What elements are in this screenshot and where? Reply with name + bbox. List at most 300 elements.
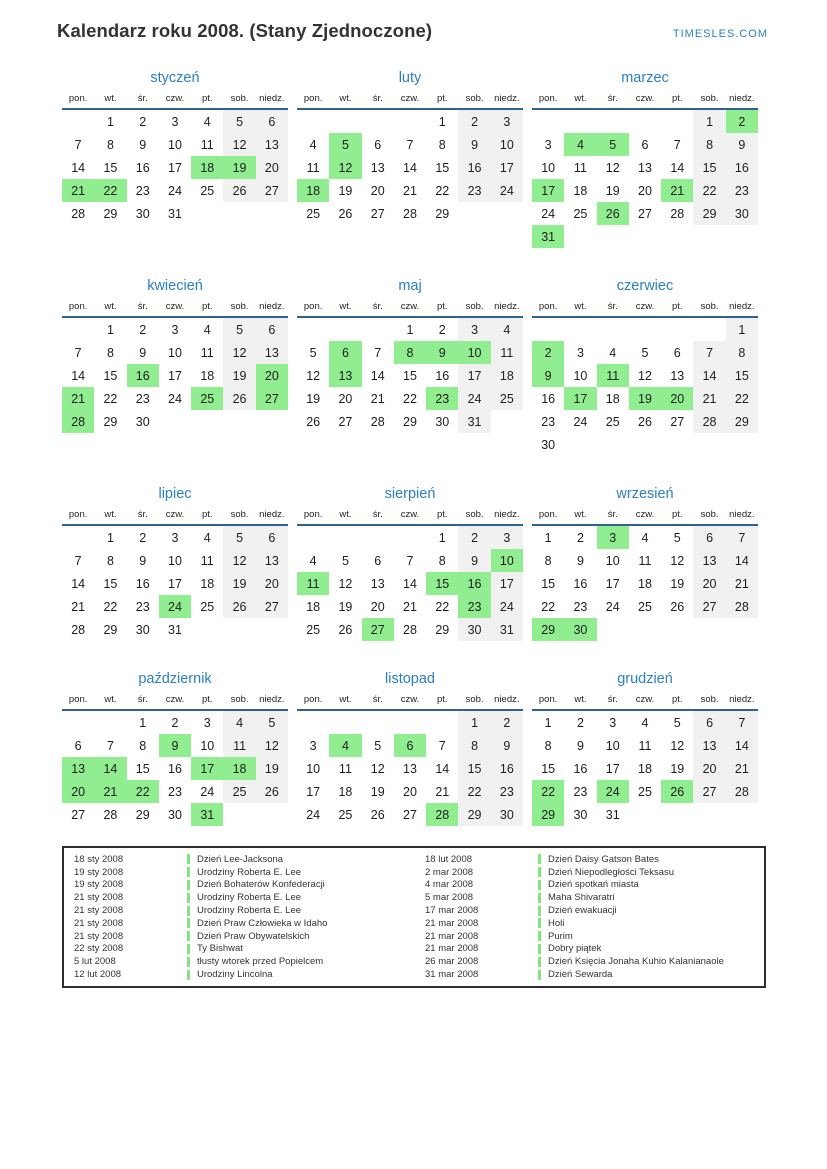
empty-day-cell <box>62 526 94 549</box>
holiday-day-cell: 10 <box>458 341 490 364</box>
holiday-day-cell: 31 <box>532 225 564 248</box>
day-cell: 27 <box>693 780 725 803</box>
day-cell: 27 <box>370 206 385 221</box>
holiday-day-cell: 15 <box>426 572 458 595</box>
day-cell: 30 <box>135 206 150 221</box>
empty-day-cell <box>329 526 361 549</box>
legend-date: 21 mar 2008 <box>425 943 479 955</box>
day-cell: 5 <box>374 738 382 753</box>
day-cell: 31 <box>168 622 182 637</box>
day-cell: 15 <box>103 368 118 383</box>
holiday-day-cell: 21 <box>94 780 126 803</box>
weekday-label: sob. <box>230 509 249 520</box>
day-cell: 14 <box>403 576 417 591</box>
month-block-10 <box>62 671 288 826</box>
weeks-grid <box>297 526 523 641</box>
day-cell: 8 <box>106 345 114 360</box>
day-cell: 30 <box>573 807 588 822</box>
day-cell: 8 <box>438 137 446 152</box>
legend-date: 4 mar 2008 <box>425 879 474 891</box>
weekday-label: wt. <box>339 93 352 104</box>
month-block-11 <box>297 671 523 826</box>
day-cell: 16 <box>135 160 150 175</box>
day-cell: 27 <box>256 179 288 202</box>
legend-date: 18 lut 2008 <box>425 853 473 865</box>
holiday-day-cell: 22 <box>127 780 159 803</box>
day-cell: 15 <box>103 576 118 591</box>
day-cell: 26 <box>338 206 353 221</box>
holiday-day-cell: 8 <box>394 341 426 364</box>
weekday-label: czw. <box>165 301 185 312</box>
weekday-header-row <box>297 510 523 524</box>
holiday-day-cell: 18 <box>191 156 223 179</box>
day-cell: 13 <box>256 549 288 572</box>
day-cell: 29 <box>135 807 150 822</box>
empty-day-cell <box>362 526 394 549</box>
weekday-label: pt. <box>202 694 213 705</box>
month-block-1 <box>62 70 288 248</box>
day-cell: 18 <box>491 364 523 387</box>
holiday-marker-bar <box>187 918 190 928</box>
day-cell: 13 <box>403 761 417 776</box>
holiday-day-cell: 13 <box>329 364 361 387</box>
holiday-day-cell: 17 <box>191 757 223 780</box>
day-cell: 7 <box>673 137 681 152</box>
holiday-marker-bar <box>538 970 541 980</box>
day-cell: 6 <box>256 110 288 133</box>
weekday-label: śr. <box>372 93 383 104</box>
day-cell: 8 <box>458 734 490 757</box>
day-cell: 28 <box>370 414 385 429</box>
day-cell: 14 <box>370 368 385 383</box>
weekday-label: pt. <box>202 301 213 312</box>
weekday-label: pon. <box>68 694 88 705</box>
day-cell: 7 <box>106 738 114 753</box>
legend-holiday-name: Maha Shivaratri <box>548 892 615 904</box>
day-cell: 25 <box>223 780 255 803</box>
day-cell: 10 <box>200 738 215 753</box>
day-cell: 5 <box>256 711 288 734</box>
day-cell: 17 <box>605 761 620 776</box>
day-cell: 28 <box>71 206 86 221</box>
day-cell: 9 <box>139 137 147 152</box>
day-cell: 30 <box>491 803 523 826</box>
day-cell: 9 <box>726 133 758 156</box>
day-cell: 8 <box>544 553 552 568</box>
legend-date: 17 mar 2008 <box>425 905 479 917</box>
day-cell: 19 <box>670 761 685 776</box>
day-cell: 26 <box>223 387 255 410</box>
legend-entry <box>74 866 411 879</box>
month-block-3 <box>532 70 758 248</box>
weekday-label: czw. <box>400 509 420 520</box>
day-cell: 4 <box>609 345 617 360</box>
day-cell: 8 <box>106 553 114 568</box>
holiday-day-cell: 25 <box>191 387 223 410</box>
weeks-grid <box>297 110 523 225</box>
holiday-day-cell: 9 <box>426 341 458 364</box>
month-block-7 <box>62 486 288 641</box>
day-cell: 22 <box>458 780 490 803</box>
legend-holiday-name: Urodziny Lincolna <box>197 969 273 981</box>
weekday-label: niedz. <box>259 93 285 104</box>
legend-holiday-name: Purim <box>548 930 573 942</box>
weekday-label: sob. <box>465 509 484 520</box>
day-cell: 19 <box>605 183 620 198</box>
day-cell: 26 <box>338 622 353 637</box>
holiday-day-cell: 22 <box>532 780 564 803</box>
day-cell: 28 <box>726 595 758 618</box>
legend-holiday-name: Dzień Praw Człowieka w Idaho <box>197 917 328 929</box>
day-cell: 18 <box>306 599 321 614</box>
holiday-day-cell: 14 <box>94 757 126 780</box>
month-title: listopad <box>385 671 435 687</box>
day-cell: 21 <box>370 391 385 406</box>
day-cell: 4 <box>223 711 255 734</box>
month-block-2 <box>297 70 523 248</box>
day-cell: 3 <box>609 715 617 730</box>
weekday-label: niedz. <box>494 694 520 705</box>
day-cell: 1 <box>544 530 552 545</box>
holiday-day-cell: 6 <box>394 734 426 757</box>
empty-day-cell <box>629 110 661 133</box>
day-cell: 17 <box>168 368 182 383</box>
day-cell: 22 <box>435 183 450 198</box>
legend-holiday-name: Dzień Praw Obywatelskich <box>197 930 310 942</box>
holiday-marker-bar <box>187 880 190 890</box>
weekday-label: śr. <box>372 694 383 705</box>
day-cell: 4 <box>491 318 523 341</box>
empty-day-cell <box>62 110 94 133</box>
legend-entry <box>425 917 762 930</box>
holiday-day-cell: 13 <box>62 757 94 780</box>
day-cell: 25 <box>573 206 588 221</box>
day-cell: 18 <box>605 391 620 406</box>
legend-entry <box>74 879 411 892</box>
holiday-day-cell: 22 <box>94 179 126 202</box>
weekday-label: pon. <box>68 509 88 520</box>
day-cell: 23 <box>135 391 150 406</box>
month-title: kwiecień <box>147 278 203 294</box>
day-cell: 12 <box>306 368 321 383</box>
holiday-marker-bar <box>538 906 541 916</box>
day-cell: 22 <box>726 387 758 410</box>
day-cell: 11 <box>223 734 255 757</box>
weekday-label: czw. <box>635 93 655 104</box>
empty-day-cell <box>94 711 126 734</box>
day-cell: 29 <box>693 202 725 225</box>
day-cell: 2 <box>171 715 179 730</box>
day-cell: 19 <box>306 391 321 406</box>
day-cell: 26 <box>638 414 652 429</box>
holiday-marker-bar <box>538 957 541 967</box>
weekday-label: niedz. <box>729 301 755 312</box>
day-cell: 18 <box>638 576 652 591</box>
day-cell: 4 <box>203 530 211 545</box>
weekday-header-row <box>62 695 288 709</box>
legend-entry <box>74 968 411 981</box>
weekday-label: niedz. <box>259 509 285 520</box>
holiday-day-cell: 11 <box>297 572 329 595</box>
day-cell: 30 <box>458 618 490 641</box>
weekday-label: wt. <box>339 694 352 705</box>
holiday-day-cell: 20 <box>661 387 693 410</box>
empty-day-cell <box>362 110 394 133</box>
legend-holiday-name: Dzień Księcia Jonaha Kuhio Kalanianaole <box>548 956 724 968</box>
day-cell: 3 <box>171 530 179 545</box>
day-cell: 12 <box>670 553 685 568</box>
weekday-label: czw. <box>635 509 655 520</box>
legend-entry <box>425 930 762 943</box>
holiday-day-cell: 31 <box>191 803 223 826</box>
day-cell: 29 <box>458 803 490 826</box>
month-block-6 <box>532 278 758 456</box>
day-cell: 6 <box>256 526 288 549</box>
weekday-label: czw. <box>165 93 185 104</box>
weekday-label: czw. <box>165 509 185 520</box>
weekday-label: wt. <box>104 93 117 104</box>
day-cell: 29 <box>103 414 118 429</box>
day-cell: 7 <box>406 137 414 152</box>
weeks-grid <box>62 526 288 641</box>
day-cell: 7 <box>726 711 758 734</box>
empty-day-cell <box>532 110 564 133</box>
day-cell: 12 <box>670 738 685 753</box>
month-block-4 <box>62 278 288 456</box>
day-cell: 22 <box>403 391 417 406</box>
day-cell: 21 <box>726 572 758 595</box>
holiday-day-cell: 27 <box>362 618 394 641</box>
weekday-label: pt. <box>202 509 213 520</box>
legend-entry <box>74 930 411 943</box>
day-cell: 25 <box>605 414 620 429</box>
day-cell: 5 <box>223 110 255 133</box>
legend-holiday-name: Ty Bishwat <box>197 943 243 955</box>
day-cell: 17 <box>168 160 182 175</box>
day-cell: 16 <box>435 368 450 383</box>
day-cell: 30 <box>726 202 758 225</box>
empty-day-cell <box>362 318 394 341</box>
day-cell: 5 <box>309 345 317 360</box>
day-cell: 31 <box>168 206 182 221</box>
day-cell: 27 <box>638 206 652 221</box>
holiday-marker-bar <box>538 918 541 928</box>
legend-column-1 <box>74 853 411 981</box>
legend-holiday-name: Holi <box>548 917 565 929</box>
weekday-header-row <box>62 94 288 108</box>
legend-holiday-name: Dzień Sewarda <box>548 969 613 981</box>
weekday-label: pt. <box>672 694 683 705</box>
day-cell: 1 <box>106 322 114 337</box>
day-cell: 26 <box>223 179 255 202</box>
weekday-label: wt. <box>339 509 352 520</box>
weekday-label: czw. <box>400 301 420 312</box>
holiday-day-cell: 11 <box>597 364 629 387</box>
holiday-marker-bar <box>187 931 190 941</box>
day-cell: 15 <box>458 757 490 780</box>
holiday-marker-bar <box>187 867 190 877</box>
day-cell: 28 <box>693 410 725 433</box>
empty-day-cell <box>597 318 629 341</box>
day-cell: 20 <box>256 572 288 595</box>
day-cell: 8 <box>438 553 446 568</box>
weekday-label: sob. <box>230 694 249 705</box>
weekday-label: niedz. <box>494 301 520 312</box>
legend-holiday-name: Dzień spotkań miasta <box>548 879 639 891</box>
holiday-marker-bar <box>187 906 190 916</box>
day-cell: 20 <box>370 599 385 614</box>
holiday-day-cell: 23 <box>458 595 490 618</box>
holiday-day-cell: 9 <box>159 734 191 757</box>
holiday-day-cell: 5 <box>329 133 361 156</box>
day-cell: 27 <box>256 595 288 618</box>
day-cell: 10 <box>168 553 182 568</box>
day-cell: 27 <box>693 595 725 618</box>
legend-entry <box>74 917 411 930</box>
day-cell: 11 <box>491 341 523 364</box>
day-cell: 10 <box>306 761 321 776</box>
holiday-marker-bar <box>538 944 541 954</box>
day-cell: 30 <box>435 414 450 429</box>
weekday-label: śr. <box>607 93 618 104</box>
day-cell: 2 <box>458 110 490 133</box>
empty-day-cell <box>297 110 329 133</box>
weekday-label: wt. <box>574 93 587 104</box>
day-cell: 15 <box>403 368 417 383</box>
day-cell: 12 <box>370 761 385 776</box>
day-cell: 3 <box>171 322 179 337</box>
day-cell: 10 <box>573 368 588 383</box>
weekday-label: sob. <box>465 301 484 312</box>
weekday-label: sob. <box>230 301 249 312</box>
site-link[interactable]: TIMESLES.COM <box>672 28 768 40</box>
day-cell: 25 <box>338 807 353 822</box>
day-cell: 11 <box>200 137 214 152</box>
holiday-day-cell: 28 <box>426 803 458 826</box>
weeks-grid <box>62 318 288 433</box>
weekday-label: czw. <box>635 694 655 705</box>
day-cell: 16 <box>168 761 182 776</box>
day-cell: 1 <box>458 711 490 734</box>
legend-date: 26 mar 2008 <box>425 956 479 968</box>
holiday-marker-bar <box>187 893 190 903</box>
day-cell: 9 <box>139 345 147 360</box>
day-cell: 11 <box>200 345 214 360</box>
day-cell: 24 <box>491 179 523 202</box>
holiday-marker-bar <box>187 970 190 980</box>
day-cell: 19 <box>338 599 353 614</box>
legend-entry <box>74 955 411 968</box>
holiday-marker-bar <box>538 893 541 903</box>
legend-holiday-name: Dzień Daisy Gatson Bates <box>548 853 659 865</box>
holiday-day-cell: 30 <box>564 618 596 641</box>
day-cell: 16 <box>458 156 490 179</box>
day-cell: 17 <box>491 156 523 179</box>
holiday-day-cell: 24 <box>597 780 629 803</box>
legend-holiday-name: tłusty wtorek przed Popielcem <box>197 956 324 968</box>
weekday-label: niedz. <box>494 509 520 520</box>
day-cell: 12 <box>223 549 255 572</box>
day-cell: 14 <box>693 364 725 387</box>
weekday-header-row <box>297 302 523 316</box>
weekday-label: pt. <box>672 509 683 520</box>
empty-day-cell <box>297 526 329 549</box>
day-cell: 9 <box>139 553 147 568</box>
empty-day-cell <box>297 318 329 341</box>
day-cell: 11 <box>200 553 214 568</box>
holiday-day-cell: 4 <box>329 734 361 757</box>
weekday-label: pt. <box>437 301 448 312</box>
day-cell: 14 <box>435 761 450 776</box>
day-cell: 2 <box>139 322 147 337</box>
holiday-day-cell: 18 <box>297 179 329 202</box>
day-cell: 14 <box>403 160 417 175</box>
weeks-grid <box>532 711 758 826</box>
holiday-day-cell: 3 <box>597 526 629 549</box>
day-cell: 27 <box>670 414 685 429</box>
day-cell: 5 <box>673 530 681 545</box>
day-cell: 31 <box>491 618 523 641</box>
weekday-header-row <box>297 695 523 709</box>
legend-date: 22 sty 2008 <box>74 943 124 955</box>
day-cell: 26 <box>306 414 321 429</box>
day-cell: 4 <box>309 137 317 152</box>
day-cell: 4 <box>203 322 211 337</box>
empty-day-cell <box>62 318 94 341</box>
day-cell: 19 <box>256 757 288 780</box>
legend-date: 21 sty 2008 <box>74 930 124 942</box>
day-cell: 2 <box>139 114 147 129</box>
day-cell: 2 <box>576 530 584 545</box>
day-cell: 23 <box>726 179 758 202</box>
legend-entry <box>74 943 411 956</box>
empty-day-cell <box>394 711 426 734</box>
day-cell: 2 <box>491 711 523 734</box>
weekday-label: sob. <box>465 694 484 705</box>
empty-day-cell <box>329 318 361 341</box>
day-cell: 13 <box>256 341 288 364</box>
page-header <box>57 20 768 42</box>
day-cell: 31 <box>605 807 620 822</box>
weekday-label: śr. <box>372 509 383 520</box>
day-cell: 3 <box>491 110 523 133</box>
holiday-day-cell: 2 <box>726 110 758 133</box>
day-cell: 3 <box>544 137 552 152</box>
legend-date: 5 lut 2008 <box>74 956 116 968</box>
legend-holiday-name: Dzień ewakuacji <box>548 905 617 917</box>
weekday-label: niedz. <box>259 694 285 705</box>
legend-entry <box>425 904 762 917</box>
day-cell: 24 <box>458 387 490 410</box>
month-block-12 <box>532 671 758 826</box>
empty-day-cell <box>661 110 693 133</box>
day-cell: 20 <box>638 183 652 198</box>
legend-entry <box>425 866 762 879</box>
holiday-day-cell: 18 <box>223 757 255 780</box>
weekday-label: pon. <box>538 301 558 312</box>
day-cell: 17 <box>168 576 182 591</box>
day-cell: 14 <box>71 160 86 175</box>
empty-day-cell <box>532 318 564 341</box>
day-cell: 20 <box>256 156 288 179</box>
day-cell: 7 <box>693 341 725 364</box>
day-cell: 9 <box>458 133 490 156</box>
empty-day-cell <box>693 318 725 341</box>
day-cell: 8 <box>106 137 114 152</box>
day-cell: 20 <box>338 391 353 406</box>
weekday-label: czw. <box>635 301 655 312</box>
weekday-label: pon. <box>68 93 88 104</box>
